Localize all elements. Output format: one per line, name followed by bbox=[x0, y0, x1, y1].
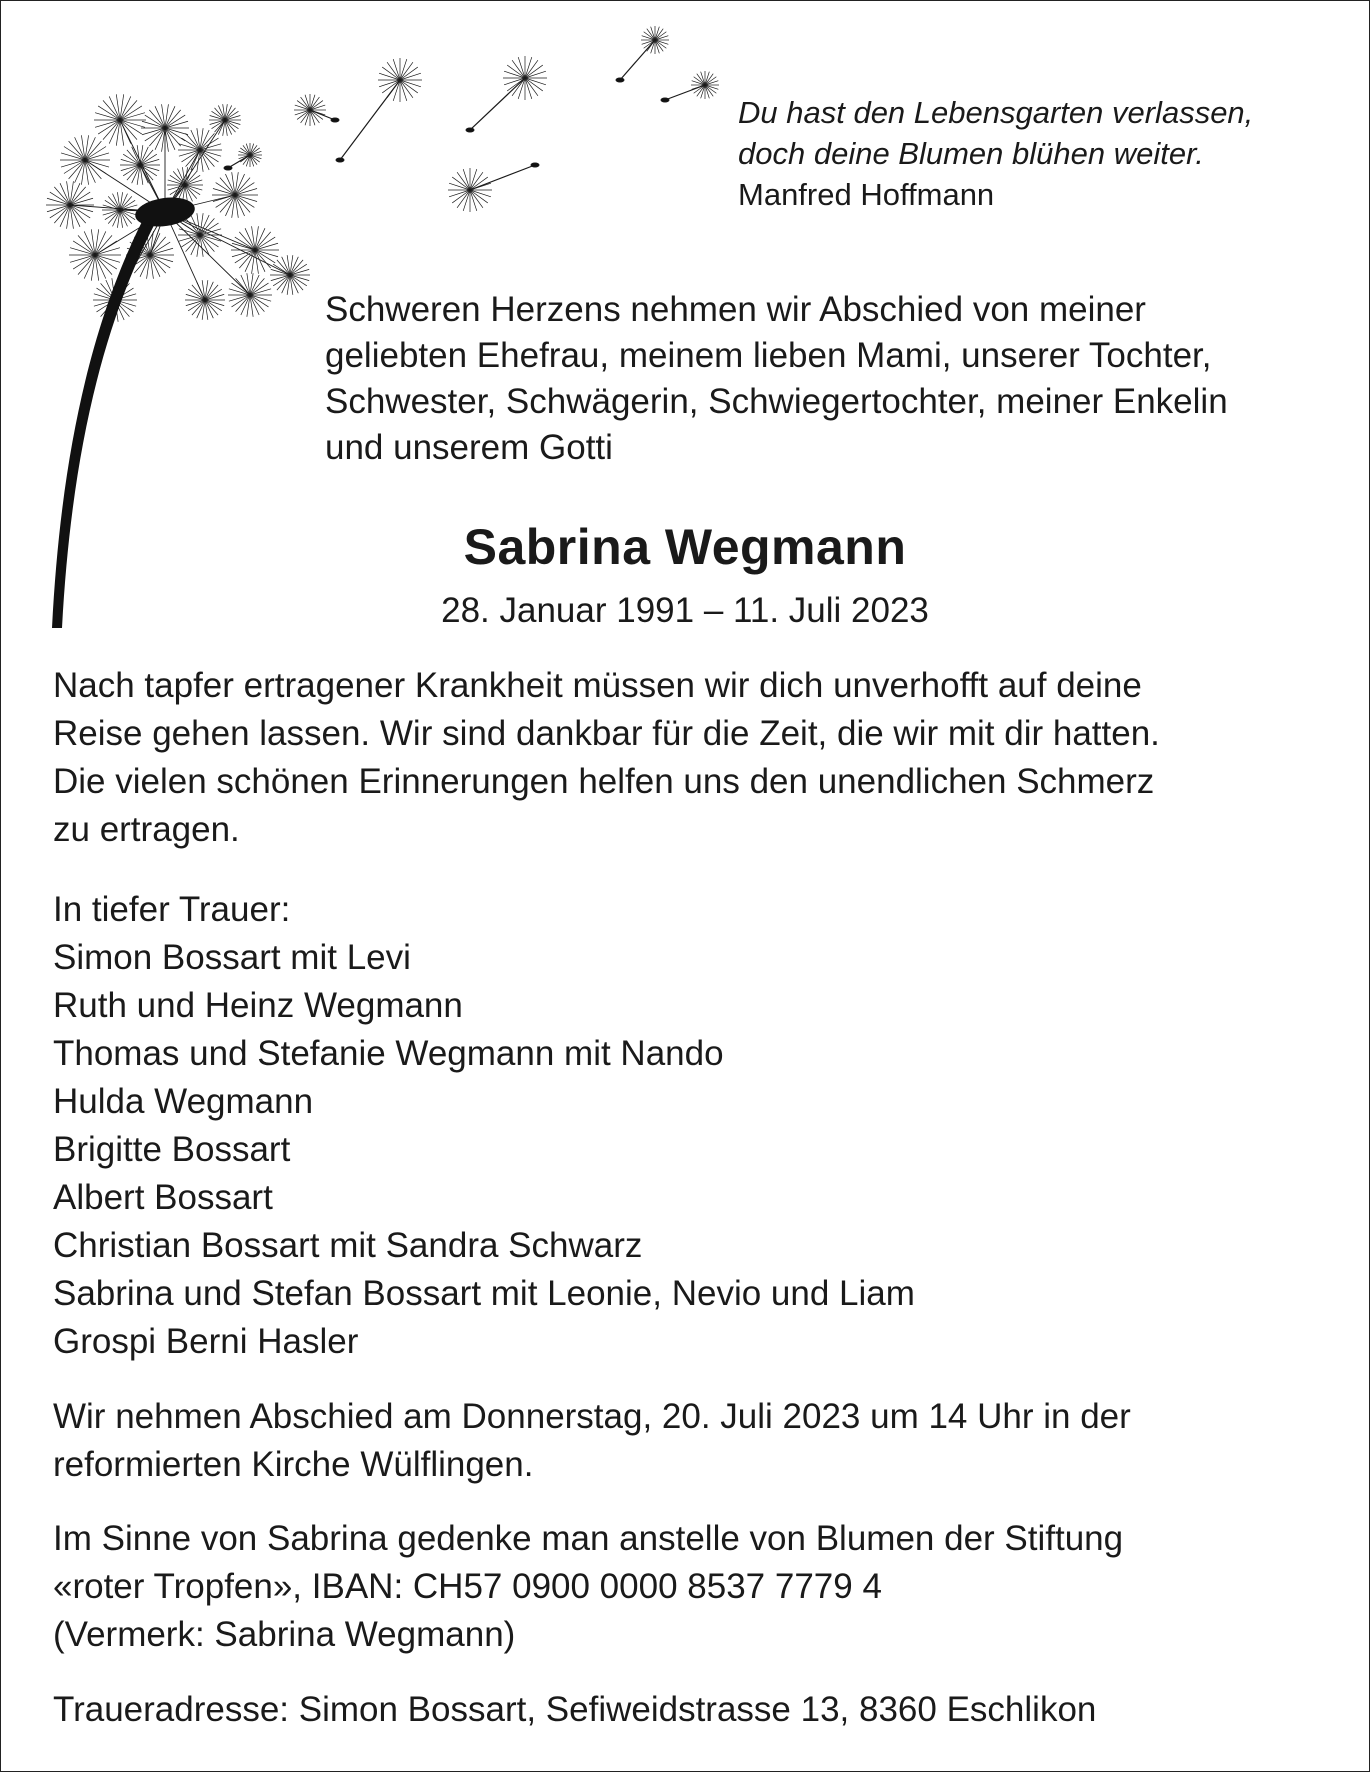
quote-line: Du hast den Lebensgarten verlassen, bbox=[738, 95, 1254, 130]
mourner-name: Albert Bossart bbox=[53, 1178, 273, 1217]
intro-line: Schwester, Schwägerin, Schwiegertochter, meiner Enkelin bbox=[325, 382, 1228, 421]
mourner-name: Grospi Berni Hasler bbox=[53, 1322, 359, 1361]
farewell-paragraph bbox=[53, 1393, 1343, 1489]
donation-line: Im Sinne von Sabrina gedenke man anstelle von Blumen der Stiftung bbox=[53, 1519, 1124, 1558]
mourner-name: Christian Bossart mit Sandra Schwarz bbox=[53, 1226, 643, 1265]
donation-line: (Vermerk: Sabrina Wegmann) bbox=[53, 1615, 516, 1654]
life-dates: 28. Januar 1991 – 11. Juli 2023 bbox=[441, 591, 929, 630]
mourner-name: Brigitte Bossart bbox=[53, 1130, 291, 1169]
quote-line: doch deine Blumen blühen weiter. bbox=[738, 136, 1204, 171]
message-line: Nach tapfer ertragener Krankheit müssen wir dich unverhofft auf deine bbox=[53, 666, 1142, 705]
deceased-name: Sabrina Wegmann bbox=[463, 519, 907, 575]
mourner-name: Thomas und Stefanie Wegmann mit Nando bbox=[53, 1034, 724, 1073]
farewell-line: reformierten Kirche Wülflingen. bbox=[53, 1445, 534, 1484]
intro-line: und unserem Gotti bbox=[325, 428, 613, 467]
message-line: Die vielen schönen Erinnerungen helfen uns den unendlichen Schmerz bbox=[53, 762, 1155, 801]
donation-line: «roter Tropfen», IBAN: CH57 0900 0000 8537 7779 4 bbox=[53, 1567, 882, 1606]
quote bbox=[738, 92, 1253, 215]
intro-line: Schweren Herzens nehmen wir Abschied von meiner bbox=[325, 290, 1146, 329]
donation-paragraph bbox=[53, 1515, 1343, 1659]
mourners-list bbox=[53, 886, 1343, 1366]
dandelion-seeds-icon bbox=[46, 26, 719, 322]
mourners-heading: In tiefer Trauer: bbox=[53, 890, 291, 929]
mourner-name: Hulda Wegmann bbox=[53, 1082, 314, 1121]
message-line: zu ertragen. bbox=[53, 810, 240, 849]
mourner-name: Simon Bossart mit Levi bbox=[53, 938, 411, 977]
mourner-name: Sabrina und Stefan Bossart mit Leonie, Nevio und Liam bbox=[53, 1274, 915, 1313]
message-paragraph bbox=[53, 662, 1343, 854]
mourner-name: Ruth und Heinz Wegmann bbox=[53, 986, 463, 1025]
quote-author: Manfred Hoffmann bbox=[738, 177, 995, 212]
message-line: Reise gehen lassen. Wir sind dankbar für die Zeit, die wir mit dir hatten. bbox=[53, 714, 1160, 753]
intro-line: geliebten Ehefrau, meinem lieben Mami, unserer Tochter, bbox=[325, 336, 1212, 375]
farewell-line: Wir nehmen Abschied am Donnerstag, 20. Juli 2023 um 14 Uhr in der bbox=[53, 1397, 1131, 1436]
intro-text bbox=[325, 287, 1365, 471]
mourning-address: Traueradresse: Simon Bossart, Sefiweidstrasse 13, 8360 Eschlikon bbox=[53, 1690, 1097, 1729]
